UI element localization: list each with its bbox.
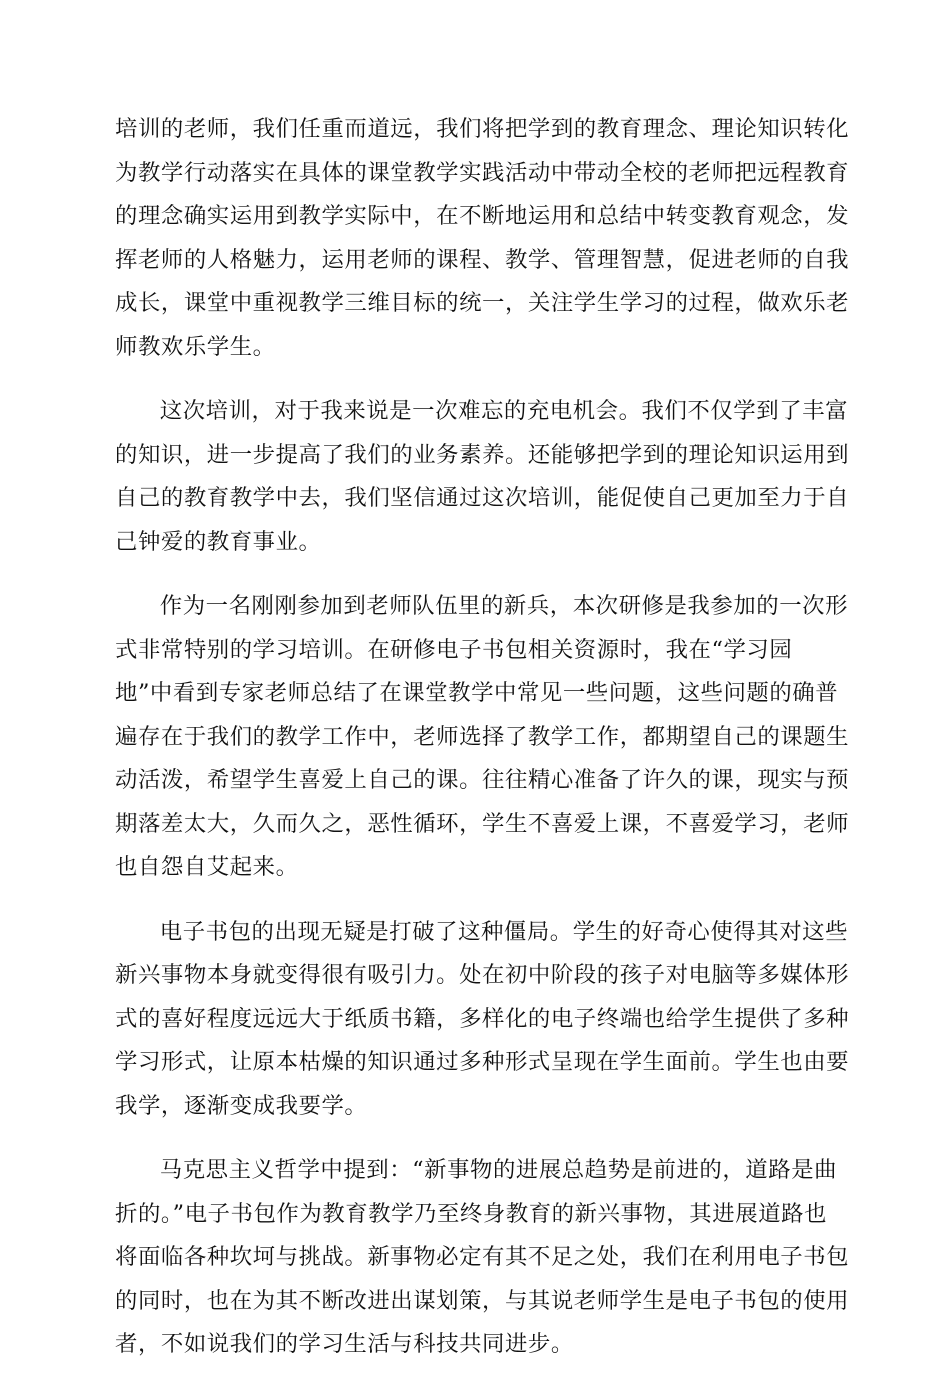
text-line: 的同时，也在为其不断改进出谋划策，与其说老师学生是电子书包的使用 — [115, 1287, 850, 1314]
text-line: 的理念确实运用到教学实际中，在不断地运用和总结中转变教育观念，发 — [115, 203, 850, 229]
text-line: 者，不如说我们的学习生活与科技共同进步。 — [115, 1331, 574, 1357]
text-line: 我学，逐渐变成我要学。 — [115, 1092, 368, 1119]
text-line: 培训的老师，我们任重而道远，我们将把学到的教育理念、理论知识转化 — [115, 116, 850, 142]
text-line: 遍存在于我们的教学工作中，老师选择了教学工作，都期望自己的课题生 — [115, 723, 850, 750]
text-line: 马克思主义哲学中提到：“新事物的进展总趋势是前进的，道路是曲 — [159, 1157, 838, 1183]
text-line: 作为一名刚刚参加到老师队伍里的新兵，本次研修是我参加的一次形 — [159, 593, 849, 619]
text-line: 己钟爱的教育事业。 — [115, 528, 322, 555]
text-line: 师教欢乐学生。 — [115, 333, 276, 360]
text-line: 式的喜好程度远远大于纸质书籍，多样化的电子终端也给学生提供了多种 — [115, 1005, 850, 1032]
text-line: 学习形式，让原本枯燥的知识通过多种形式呈现在学生面前。学生也由要 — [115, 1049, 850, 1075]
text-line: 期落差太大，久而久之，恶性循环，学生不喜爱上课，不喜爱学习，老师 — [115, 810, 850, 837]
text-line: 自己的教育教学中去，我们坚信通过这次培训，能促使自己更加至力于自 — [115, 485, 850, 511]
text-line: 成长，课堂中重视教学三维目标的统一，关注学生学习的过程，做欢乐老 — [115, 290, 850, 316]
text-line: 挥老师的人格魅力，运用老师的课程、教学、管理智慧，促进老师的自我 — [115, 246, 850, 273]
paragraph-2 — [115, 390, 850, 564]
text-line: 这次培训，对于我来说是一次难忘的充电机会。我们不仅学到了丰富 — [159, 398, 849, 424]
paragraph-3 — [115, 585, 850, 890]
text-line: 电子书包的出现无疑是打破了这种僵局。学生的好奇心使得其对这些 — [159, 918, 849, 945]
text-line: 为教学行动落实在具体的课堂教学实践活动中带动全校的老师把远程教育 — [115, 159, 850, 186]
paragraph-1 — [115, 108, 850, 369]
text-line: 地”中看到专家老师总结了在课堂教学中常见一些问题，这些问题的确普 — [115, 680, 839, 706]
text-line: 也自怨自艾起来。 — [115, 854, 299, 880]
text-line: 式非常特别的学习培训。在研修电子书包相关资源时，我在“学习园 — [115, 636, 793, 663]
document-body — [115, 108, 850, 1388]
text-line: 折的。”电子书包作为教育教学乃至终身教育的新兴事物，其进展道路也 — [115, 1200, 827, 1227]
text-line: 新兴事物本身就变得很有吸引力。处在初中阶段的孩子对电脑等多媒体形 — [115, 962, 850, 988]
paragraph-5 — [115, 1149, 850, 1367]
text-line: 动活泼，希望学生喜爱上自己的课。往往精心准备了许久的课，现实与预 — [115, 767, 850, 793]
paragraph-4 — [115, 911, 850, 1129]
text-line: 的知识，进一步提高了我们的业务素养。还能够把学到的理论知识运用到 — [115, 441, 850, 468]
text-line: 将面临各种坎坷与挑战。新事物必定有其不足之处，我们在利用电子书包 — [115, 1244, 850, 1270]
